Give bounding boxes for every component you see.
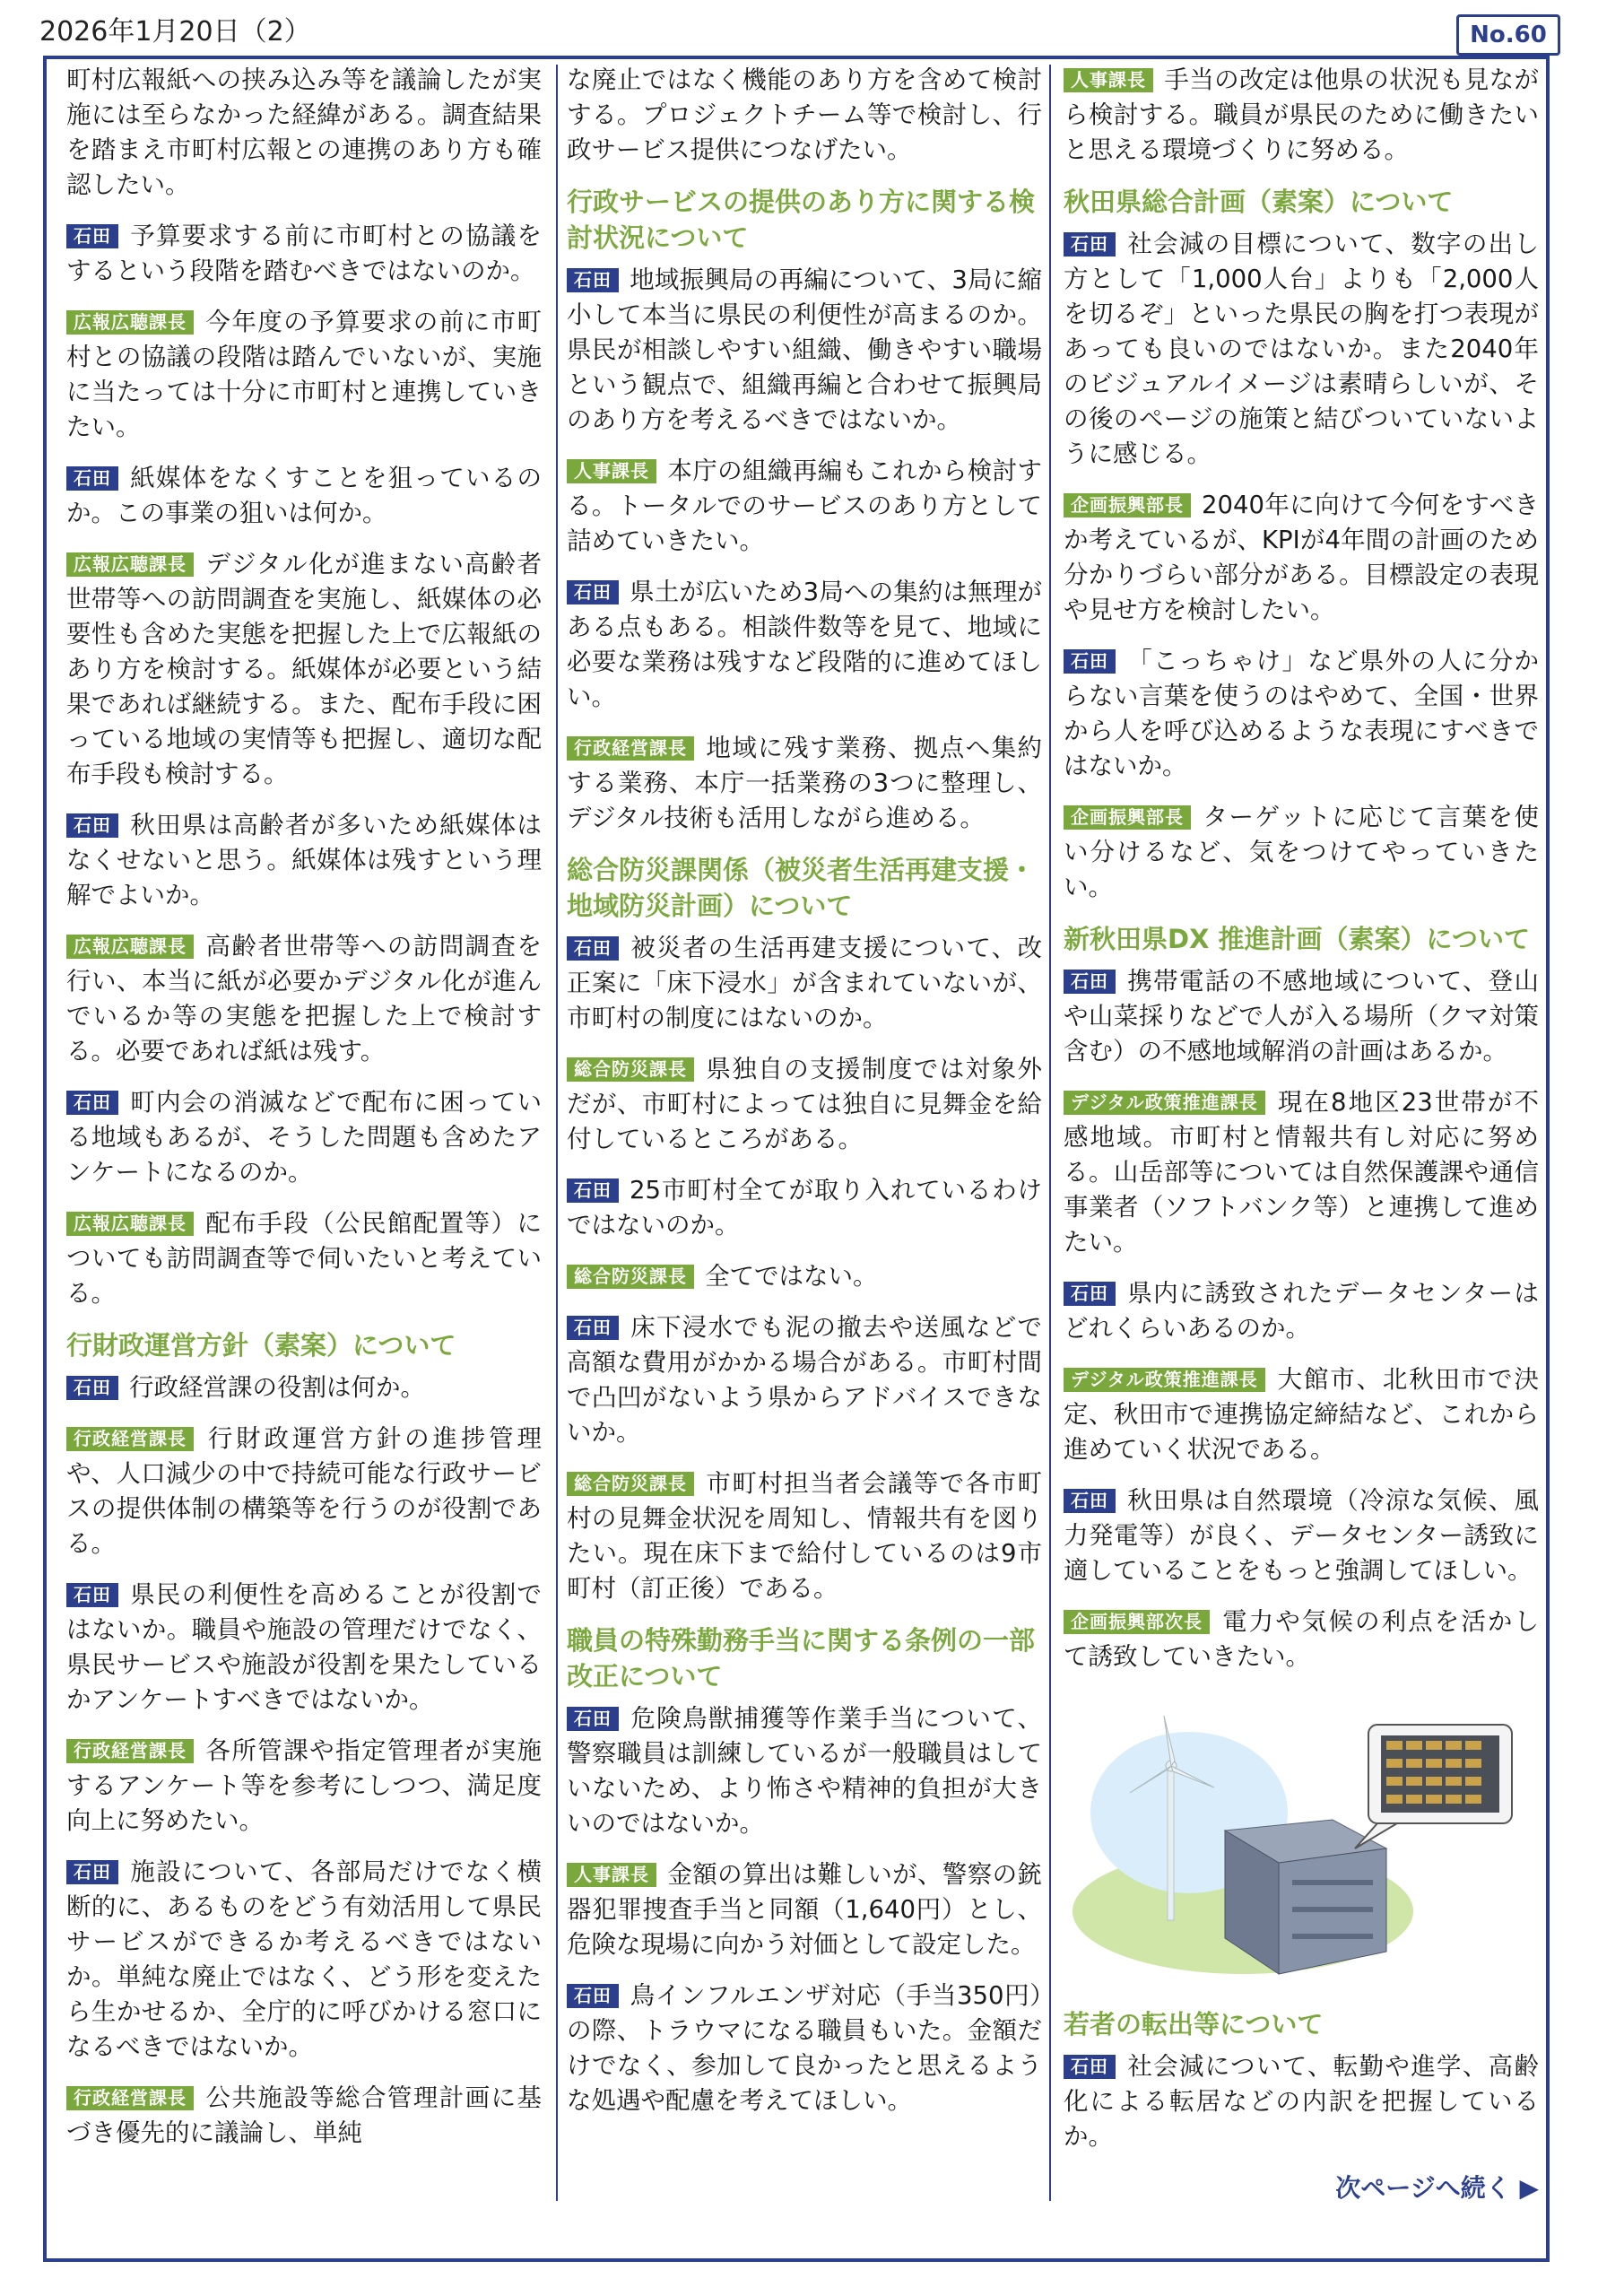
column-divider bbox=[556, 65, 558, 2201]
statement-paragraph bbox=[567, 1173, 1042, 1243]
statement-paragraph bbox=[66, 2081, 542, 2151]
continue-next-page-link[interactable]: 次ページへ続く ▶ bbox=[1335, 2173, 1539, 2203]
statement-paragraph bbox=[1064, 964, 1539, 1069]
speaker-badge: 広報広聴課長 bbox=[66, 552, 194, 577]
statement-paragraph bbox=[1064, 1362, 1539, 1467]
statement-text: 25市町村全てが取り入れているわけではないのか。 bbox=[567, 1176, 1042, 1239]
statement-text: 行政経営課の役割は何か。 bbox=[129, 1373, 425, 1402]
section-heading: 秋田県総合計画（素案）について bbox=[1064, 187, 1454, 217]
speaker-badge: 行政経営課長 bbox=[66, 2086, 194, 2110]
statement-text: 社会減について、転勤や進学、高齢化による転居などの内訳を把握しているか。 bbox=[1064, 2052, 1539, 2151]
speaker-badge: 石田 bbox=[1064, 1282, 1116, 1306]
statement-paragraph bbox=[66, 1855, 542, 2065]
speaker-badge: 石田 bbox=[1064, 1489, 1116, 1513]
statement-paragraph bbox=[66, 1422, 542, 1561]
speaker-badge: 石田 bbox=[66, 224, 118, 248]
statement-paragraph bbox=[66, 808, 542, 913]
statement-paragraph bbox=[1064, 488, 1539, 628]
statement-text: 県民の利便性を高めることが役割ではないか。職員や施設の管理だけでなく、県民サービスや施設が役割を果たしているかアンケートすべきではないか。 bbox=[66, 1580, 542, 1714]
speaker-badge: デジタル政策推進課長 bbox=[1064, 1368, 1265, 1392]
statement-text: 全てではない。 bbox=[705, 1262, 878, 1291]
statement-text: 配布手段（公民館配置等）についても訪問調査等で伺いたいと考えている。 bbox=[66, 1209, 542, 1308]
speaker-badge: 行政経営課長 bbox=[66, 1739, 194, 1763]
speaker-badge: デジタル政策推進課長 bbox=[1064, 1091, 1265, 1115]
statement-paragraph bbox=[567, 1857, 1042, 1962]
statement-paragraph bbox=[567, 1052, 1042, 1157]
statement-text: 秋田県は自然環境（冷涼な気候、風力発電等）が良く、データセンター誘致に適していることをもっと強調してほしい。 bbox=[1064, 1486, 1539, 1585]
statement-text: 社会減の目標について、数字の出し方として「1,000人台」よりも「2,000人を切るぞ」といった県民の胸を打つ表現があっても良いのではないか。また2040年のビジュアルイメージは素晴らしいが、その後のページの施策と結びついていないように感じる。 bbox=[1064, 230, 1539, 468]
speaker-badge: 石田 bbox=[567, 1178, 619, 1203]
section-heading: 新秋田県DX 推進計画（素案）について bbox=[1064, 924, 1530, 954]
statement-text: デジタル化が進まない高齢者世帯等への訪問調査を実施し、紙媒体の必要性も含めた実態を把握した上で広報紙のあり方を検討する。紙媒体が必要という結果であれば継続する。また、配布手段に困っている地域の実情等も把握し、適切な配布手段も検討する。 bbox=[66, 550, 542, 788]
speaker-badge: 石田 bbox=[1064, 2055, 1116, 2079]
section-heading: 職員の特殊勤務手当に関する条例の一部改正について bbox=[567, 1625, 1036, 1692]
statement-paragraph bbox=[66, 63, 542, 203]
statement-paragraph bbox=[66, 1085, 542, 1190]
speaker-badge: 石田 bbox=[567, 1707, 619, 1731]
statement-paragraph bbox=[567, 1466, 1042, 1606]
statement-text: 大館市、北秋田市で決定、秋田市で連携協定締結など、これから進めていく状況である。 bbox=[1064, 1365, 1539, 1464]
statement-text: 本庁の組織再編もこれから検討する。トータルでのサービスのあり方として詰めていきたい。 bbox=[567, 457, 1042, 555]
column-divider bbox=[1049, 65, 1051, 2201]
speaker-badge: 企画振興部長 bbox=[1064, 493, 1191, 517]
statement-text: 高齢者世帯等への訪問調査を行い、本当に紙が必要かデジタル化が進んでいるか等の実態を把握した上で検討する。必要であれば紙は残す。 bbox=[66, 932, 542, 1065]
datacenter-svg bbox=[1064, 1714, 1521, 1983]
speaker-badge: 行政経営課長 bbox=[66, 1427, 194, 1451]
statement-paragraph bbox=[66, 461, 542, 531]
statement-text: 県独自の支援制度では対象外だが、市町村によっては独自に見舞金を給付しているところがある。 bbox=[567, 1055, 1042, 1153]
server-rack-icon bbox=[1355, 1725, 1512, 1848]
statement-text: 行財政運営方針の進捗管理や、人口減少の中で持続可能な行政サービスの提供体制の構築等を行うのが役割である。 bbox=[66, 1424, 542, 1558]
statement-paragraph bbox=[1064, 1085, 1539, 1260]
statement-paragraph bbox=[1064, 63, 1539, 168]
issue-date: 2026年1月20日（2） bbox=[39, 16, 311, 48]
speaker-badge: 総合防災課長 bbox=[567, 1057, 694, 1082]
statement-text: 現在8地区23世帯が不感地域。市町村と情報共有し対応に努める。山岳部等については自然保護課や通信事業者（ソフトバンク等）と連携して進めたい。 bbox=[1064, 1088, 1539, 1257]
statement-text: 県内に誘致されたデータセンターはどれくらいあるのか。 bbox=[1064, 1279, 1539, 1343]
statement-paragraph bbox=[66, 219, 542, 289]
column-1 bbox=[66, 63, 542, 2167]
speaker-badge: 石田 bbox=[66, 1583, 118, 1607]
statement-paragraph bbox=[66, 1370, 542, 1405]
speaker-badge: 総合防災課長 bbox=[567, 1472, 694, 1496]
statement-text: 金額の算出は難しいが、警察の銃器犯罪捜査手当と同額（1,640円）とし、危険な現場に向かう対価として設定した。 bbox=[567, 1860, 1042, 1959]
speaker-badge: 人事課長 bbox=[567, 1863, 656, 1887]
statement-text: 「こっちゃけ」など県外の人に分からない言葉を使うのはやめて、全国・世界から人を呼び込めるような表現にすべきではないか。 bbox=[1064, 647, 1539, 780]
speaker-badge: 総合防災課長 bbox=[567, 1265, 694, 1289]
column-2 bbox=[567, 63, 1042, 2135]
speaker-badge: 石田 bbox=[567, 936, 619, 961]
issue-number: No.60 bbox=[1456, 14, 1560, 56]
statement-paragraph bbox=[567, 263, 1042, 438]
speaker-badge: 石田 bbox=[567, 1316, 619, 1340]
statement-paragraph bbox=[1064, 1276, 1539, 1346]
statement-paragraph bbox=[66, 1578, 542, 1718]
speaker-badge: 石田 bbox=[66, 466, 118, 491]
speaker-badge: 石田 bbox=[1064, 649, 1116, 674]
statement-text: 被災者の生活再建支援について、改正案に「床下浸水」が含まれていないが、市町村の制度にはないのか。 bbox=[567, 934, 1042, 1032]
speaker-badge: 石田 bbox=[66, 813, 118, 838]
statement-paragraph bbox=[66, 1206, 542, 1311]
statement-paragraph bbox=[567, 1310, 1042, 1450]
section-heading: 行財政運営方針（素案）について bbox=[66, 1330, 456, 1361]
section-heading: 行政サービスの提供のあり方に関する検討状況について bbox=[567, 187, 1036, 253]
statement-paragraph bbox=[1064, 644, 1539, 784]
statement-text: 公共施設等総合管理計画に基づき優先的に議論し、単純 bbox=[66, 2083, 542, 2147]
speaker-badge: 石田 bbox=[66, 1860, 118, 1884]
section-heading: 若者の転出等について bbox=[1064, 2009, 1324, 2039]
statement-text: 予算要求する前に市町村との協議をするという段階を踏むべきではないのか。 bbox=[66, 222, 542, 285]
statement-text: 町村広報紙への挟み込み等を議論したが実施には至らなかった経緯がある。調査結果を踏まえ市町村広報との連携のあり方も確認したい。 bbox=[66, 65, 542, 199]
statement-paragraph bbox=[1064, 227, 1539, 472]
statement-text: 携帯電話の不感地域について、登山や山菜採りなどで人が入る場所（クマ対策含む）の不感地域解消の計画はあるか。 bbox=[1064, 967, 1539, 1065]
statement-paragraph bbox=[567, 931, 1042, 1036]
statement-paragraph bbox=[1064, 800, 1539, 905]
statement-text: 電力や気候の利点を活かして誘致していきたい。 bbox=[1064, 1607, 1539, 1671]
statement-paragraph bbox=[66, 547, 542, 792]
speaker-badge: 企画振興部長 bbox=[1064, 805, 1191, 830]
statement-paragraph bbox=[1064, 1483, 1539, 1588]
statement-paragraph bbox=[567, 1259, 1042, 1294]
statement-text: 手当の改定は他県の状況も見ながら検討する。職員が県民のために働きたいと思える環境づくりに努める。 bbox=[1064, 65, 1539, 164]
speaker-badge: 広報広聴課長 bbox=[66, 310, 194, 335]
speaker-badge: 石田 bbox=[567, 1984, 619, 2008]
statement-paragraph bbox=[1064, 2049, 1539, 2154]
statement-text: 県土が広いため3局への集約は無理がある点もある。相談件数等を見て、地域に必要な業務は残すなど段階的に進めてほしい。 bbox=[567, 578, 1042, 711]
statement-text: 地域に残す業務、拠点へ集約する業務、本庁一括業務の3つに整理し、デジタル技術も活用しながら進める。 bbox=[567, 734, 1042, 832]
statement-paragraph bbox=[567, 454, 1042, 559]
datacenter-illustration bbox=[1064, 1714, 1539, 1983]
speaker-badge: 広報広聴課長 bbox=[66, 935, 194, 959]
statement-paragraph bbox=[567, 731, 1042, 836]
statement-paragraph bbox=[567, 575, 1042, 715]
column-3 bbox=[1064, 63, 1539, 2205]
speaker-badge: 行政経営課長 bbox=[567, 736, 694, 761]
statement-paragraph bbox=[567, 1701, 1042, 1841]
statement-text: 危険鳥獣捕獲等作業手当について、警察職員は訓練しているが一般職員はしていないため、より怖さや精神的負担が大きいのではないか。 bbox=[567, 1704, 1042, 1838]
statement-paragraph bbox=[567, 63, 1042, 168]
statement-paragraph bbox=[66, 305, 542, 445]
speaker-badge: 石田 bbox=[66, 1376, 118, 1400]
speaker-badge: 企画振興部次長 bbox=[1064, 1610, 1210, 1634]
speaker-badge: 石田 bbox=[66, 1091, 118, 1115]
statement-text: 紙媒体をなくすことを狙っているのか。この事業の狙いは何か。 bbox=[66, 464, 542, 527]
section-heading: 総合防災課関係（被災者生活再建支援・地域防災計画）について bbox=[567, 855, 1036, 921]
speaker-badge: 人事課長 bbox=[567, 459, 656, 483]
statement-paragraph bbox=[567, 1979, 1042, 2118]
statement-text: 地域振興局の再編について、3局に縮小して本当に県民の利便性が高まるのか。県民が相談しやすい組織、働きやすい職場という観点で、組織再編と合わせて振興局のあり方を考えるべきではないか。 bbox=[567, 265, 1042, 434]
speaker-badge: 石田 bbox=[567, 268, 619, 292]
statement-paragraph bbox=[1064, 1605, 1539, 1674]
statement-text: 床下浸水でも泥の撤去や送風などで高額な費用がかかる場合がある。市町村間で凸凹がないよう県からアドバイスできないか。 bbox=[567, 1313, 1042, 1447]
statement-text: 今年度の予算要求の前に市町村との協議の段階は踏んでいないが、実施に当たっては十分に市町村と連携していきたい。 bbox=[66, 308, 542, 441]
statement-text: 秋田県は高齢者が多いため紙媒体はなくせないと思う。紙媒体は残すという理解でよいか。 bbox=[66, 811, 542, 909]
speaker-badge: 人事課長 bbox=[1064, 68, 1153, 92]
statement-text: ターゲットに応じて言葉を使い分けるなど、気をつけてやっていきたい。 bbox=[1064, 803, 1539, 901]
speaker-badge: 石田 bbox=[1064, 232, 1116, 257]
speaker-badge: 石田 bbox=[1064, 970, 1116, 994]
statement-text: 各所管課や指定管理者が実施するアンケート等を参考にしつつ、満足度向上に努めたい。 bbox=[66, 1736, 542, 1835]
speaker-badge: 広報広聴課長 bbox=[66, 1212, 194, 1236]
statement-text: 市町村担当者会議等で各市町村の見舞金状況を周知し、情報共有を図りたい。現在床下まで給付しているのは9市町村（訂正後）である。 bbox=[567, 1469, 1042, 1603]
statement-text: な廃止ではなく機能のあり方を含めて検討する。プロジェクトチーム等で検討し、行政サービス提供につなげたい。 bbox=[567, 65, 1042, 164]
statement-paragraph bbox=[66, 929, 542, 1069]
statement-text: 施設について、各部局だけでなく横断的に、あるものをどう有効活用して県民サービスができるか考えるべきではないか。単純な廃止ではなく、どう形を変えたら生かせるか、全庁的に呼びかける窓口になるべきではないか。 bbox=[66, 1857, 542, 2061]
statement-text: 町内会の消滅などで配布に困っている地域もあるが、そうした問題も含めたアンケートになるのか。 bbox=[66, 1088, 542, 1187]
speaker-badge: 石田 bbox=[567, 580, 619, 604]
statement-text: 2040年に向けて今何をすべきか考えているが、KPIが4年間の計画のため分かりづらい部分がある。目標設定の表現や見せ方を検討したい。 bbox=[1064, 491, 1539, 624]
statement-paragraph bbox=[66, 1734, 542, 1839]
statement-text: 鳥インフルエンザ対応（手当350円）の際、トラウマになる職員もいた。金額だけでなく、参加して良かったと思えるような処遇や配慮を考えてほしい。 bbox=[567, 1981, 1042, 2115]
